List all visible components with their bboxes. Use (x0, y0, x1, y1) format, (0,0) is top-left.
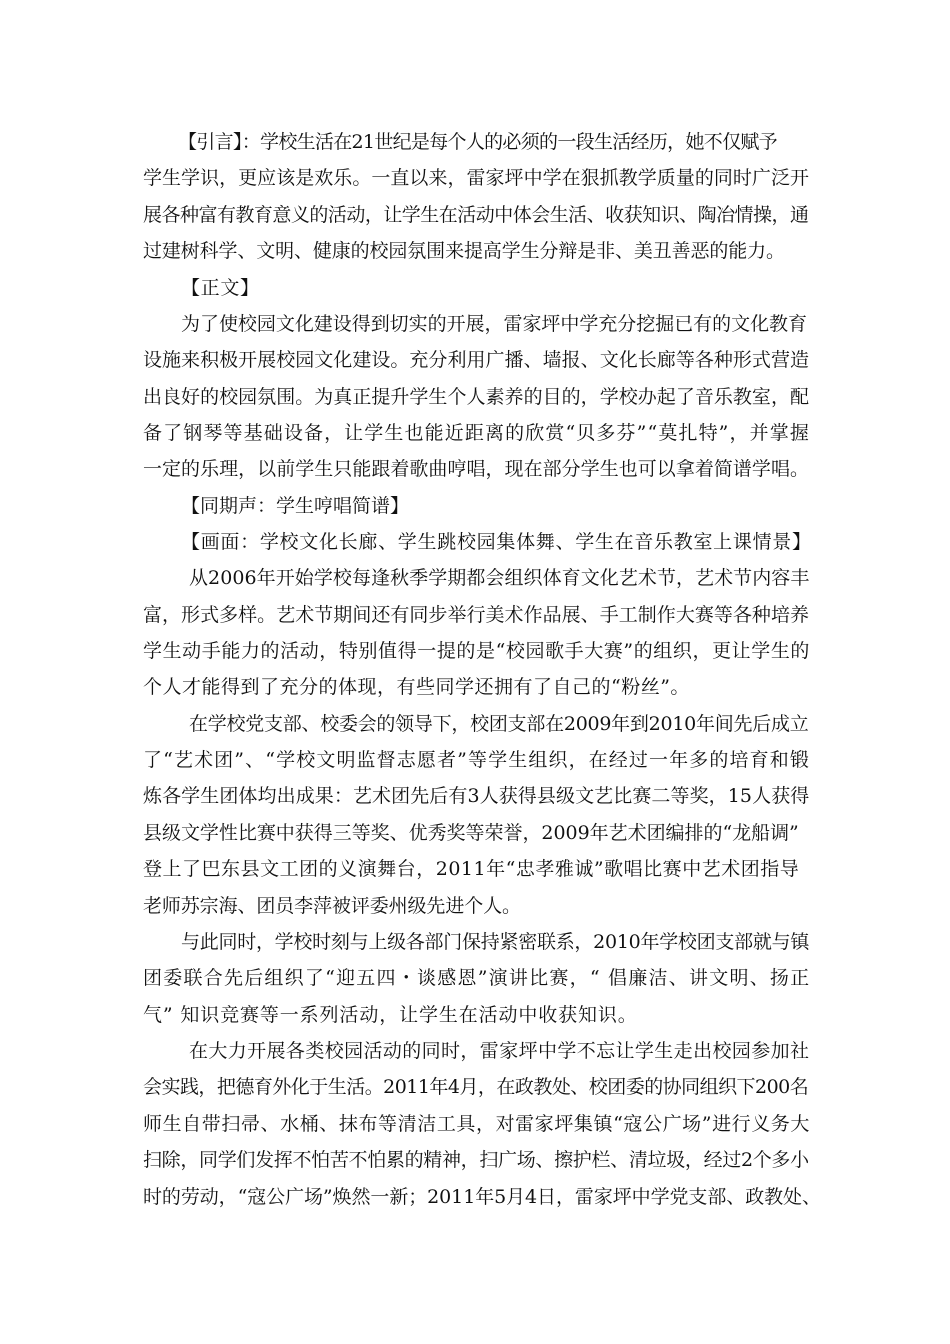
text-line: 县级文学性比赛中获得三等奖、优秀奖等荣誉，2009年艺术团编排的“龙船调” (143, 822, 799, 844)
text-line: 展各种富有教育意义的活动，让学生在活动中体会生活、收获知识、陶冶情操，通 (143, 204, 809, 226)
text-line: 过建树科学、文明、健康的校园氛围来提高学生分辩是非、美丑善恶的能力。 (143, 240, 785, 262)
text-line: 师生自带扫帚、水桶、抹布等清洁工具，对雷家坪集镇“寇公广场”进行义务大 (143, 1113, 811, 1135)
text-line: 团委联合先后组织了“迎五四・谈感恩”演讲比赛，“ 倡廉洁、讲文明、扬正 (143, 967, 811, 989)
text-line: 在学校党支部、校委会的领导下，校团支部在2009年到2010年间先后成立 (189, 713, 809, 735)
text-line: 从2006年开始学校每逢秋季学期都会组织体育文化艺术节，艺术节内容丰 (189, 567, 810, 589)
text-line: 登上了巴东县文工团的义演舞台，2011年“忠孝雅诚”歌唱比赛中艺术团指导 (143, 858, 800, 880)
text-line: 富，形式多样。艺术节期间还有同步举行美术作品展、手工制作大赛等各种培养 (143, 604, 810, 626)
text-line: 学生动手能力的活动，特别值得一提的是“校园歌手大赛”的组织，更让学生的 (143, 640, 811, 662)
text-line: 个人才能得到了充分的体现，有些同学还拥有了自己的“粉丝”。 (143, 676, 690, 698)
text-line: 在大力开展各类校园活动的同时，雷家坪中学不忘让学生走出校园参加社 (189, 1040, 810, 1062)
text-line: 了“艺术团”、“学校文明监督志愿者”等学生组织，在经过一年多的培育和锻 (143, 749, 810, 771)
text-line: 【同期声：学生哼唱简谱】 (181, 495, 410, 517)
text-line: 一定的乐理，以前学生只能跟着歌曲哼唱，现在部分学生也可以拿着简谱学唱。 (143, 458, 810, 480)
text-line: 时的劳动，“寇公广场”焕然一新；2011年5月4日，雷家坪中学党支部、政教处、 (143, 1186, 821, 1208)
text-line: 学生学识，更应该是欢乐。一直以来，雷家坪中学在狠抓教学质量的同时广泛开 (143, 167, 810, 189)
text-line: 设施来积极开展校园文化建设。充分利用广播、墙报、文化长廊等各种形式营造 (143, 349, 810, 371)
text-line: 气” 知识竞赛等一系列活动，让学生在活动中收获知识。 (143, 1004, 638, 1026)
text-line: 与此同时，学校时刻与上级各部门保持紧密联系，2010年学校团支部就与镇 (181, 931, 810, 953)
text-line: 【引言】：学校生活在21世纪是每个人的必须的一段生活经历，她不仅赋予 (178, 131, 777, 153)
text-line: 出良好的校园氛围。为真正提升学生个人素养的目的，学校办起了音乐教室，配 (143, 386, 810, 408)
text-line: 备了钢琴等基础设备，让学生也能近距离的欣赏“贝多芬”“莫扎特”，并掌握 (143, 422, 810, 444)
text-line: 炼各学生团体均出成果：艺术团先后有3人获得县级文艺比赛二等奖，15人获得 (143, 785, 810, 807)
text-line: 【画面：学校文化长廊、学生跳校园集体舞、学生在音乐教室上课情景】 (181, 531, 812, 553)
text-line: 扫除，同学们发挥不怕苦不怕累的精神，扫广场、擦护栏、清垃圾，经过2个多小 (143, 1149, 809, 1171)
text-line: 为了使校园文化建设得到切实的开展，雷家坪中学充分挖掘已有的文化教育 (181, 313, 807, 335)
text-line: 会实践，把德育外化于生活。2011年4月，在政教处、校团委的协同组织下200名 (143, 1076, 809, 1098)
text-line: 老师苏宗海、团员李萍被评委州级先进个人。 (143, 895, 521, 917)
section-heading: 【正文】 (181, 277, 260, 299)
